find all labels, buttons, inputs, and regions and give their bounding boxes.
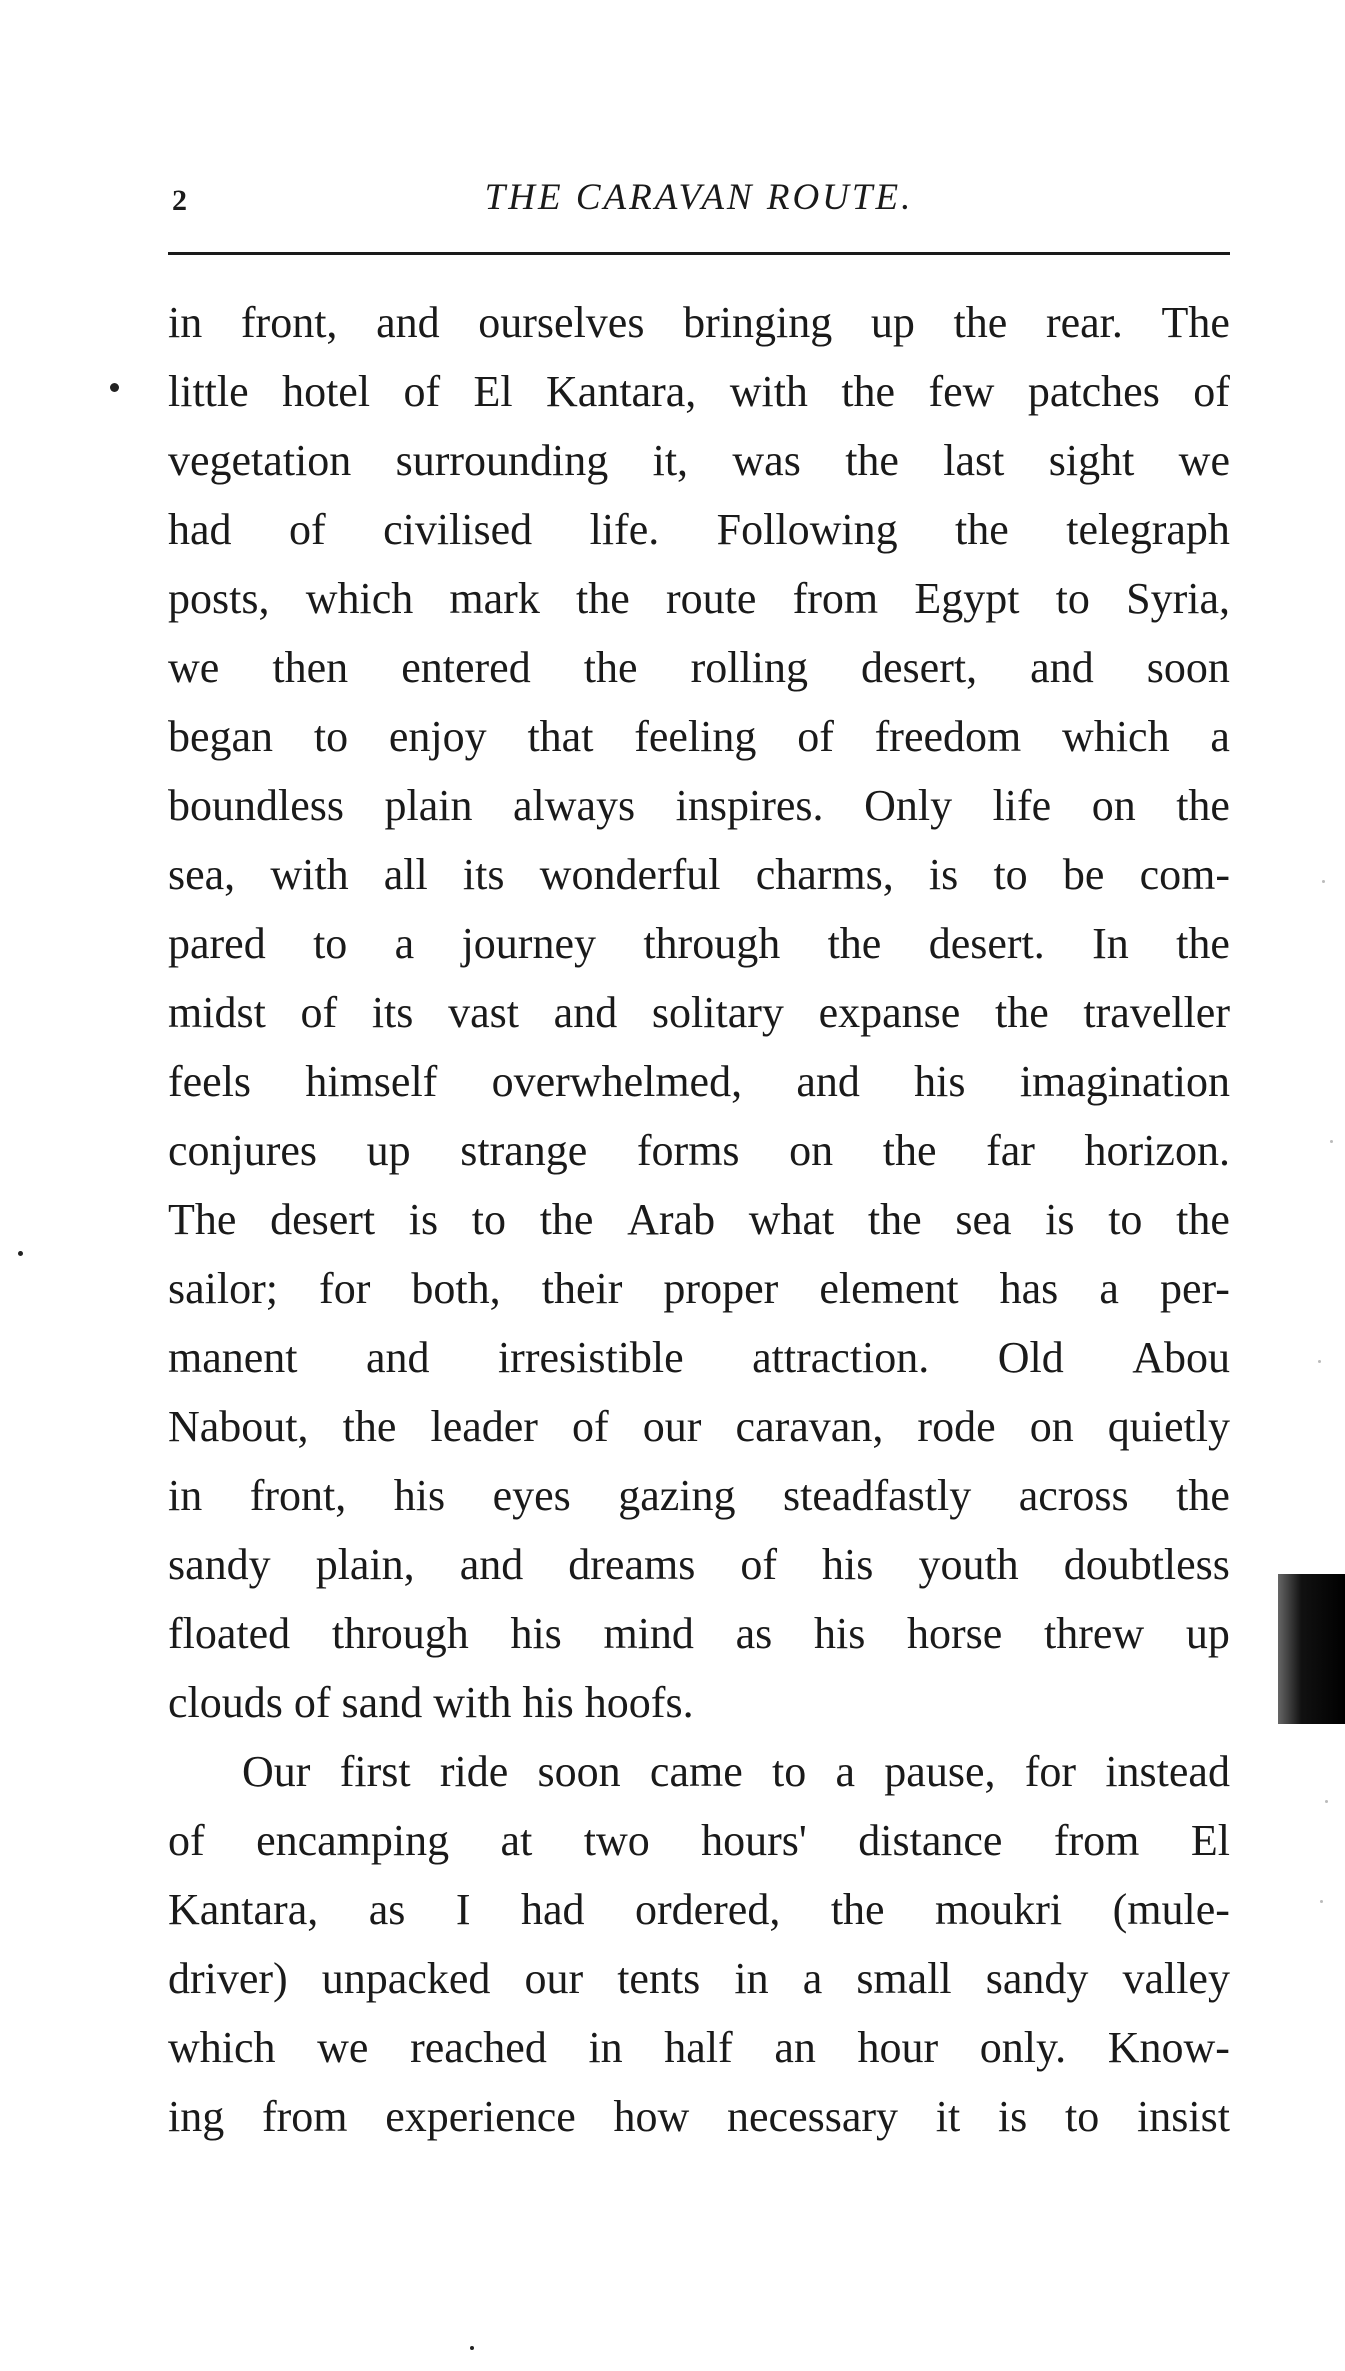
text-line: sailor; for both, their proper element has a per- xyxy=(168,1264,1230,1313)
text-line: boundless plain always inspires. Only life on the xyxy=(168,781,1230,830)
scan-speckle xyxy=(1320,1900,1323,1903)
text-line: of encamping at two hours' distance from El xyxy=(168,1816,1230,1865)
page-number: 2 xyxy=(172,184,187,217)
text-line: in front, and ourselves bringing up the rear. The xyxy=(168,298,1230,347)
text-line: feels himself overwhelmed, and his imagination xyxy=(168,1057,1230,1106)
scan-edge-mark xyxy=(1278,1574,1345,1724)
text-line: Nabout, the leader of our caravan, rode on quietly xyxy=(168,1402,1230,1451)
scan-speckle xyxy=(1330,1140,1333,1143)
scan-speckle xyxy=(1318,1360,1321,1363)
scan-speckle xyxy=(1325,1800,1328,1803)
text-line: floated through his mind as his horse threw up xyxy=(168,1609,1230,1658)
text-line: driver) unpacked our tents in a small sandy valley xyxy=(168,1954,1230,2003)
text-line: we then entered the rolling desert, and soon xyxy=(168,643,1230,692)
text-line: conjures up strange forms on the far horizon. xyxy=(168,1126,1230,1175)
text-line: sea, with all its wonderful charms, is to be com- xyxy=(168,850,1230,899)
text-line: pared to a journey through the desert. In the xyxy=(168,919,1230,968)
text-line: which we reached in half an hour only. Know- xyxy=(168,2023,1230,2072)
text-line: Our first ride soon came to a pause, for instead xyxy=(242,1747,1230,1796)
text-line: sandy plain, and dreams of his youth doubtless xyxy=(168,1540,1230,1589)
margin-dot xyxy=(110,383,119,392)
text-line: had of civilised life. Following the telegraph xyxy=(168,505,1230,554)
header-rule xyxy=(168,252,1230,255)
margin-dot xyxy=(18,1251,23,1256)
text-line: Kantara, as I had ordered, the moukri (mule- xyxy=(168,1885,1230,1934)
text-line: manent and irresistible attraction. Old Abou xyxy=(168,1333,1230,1382)
text-line: clouds of sand with his hoofs. xyxy=(168,1678,694,1727)
text-line: ing from experience how necessary it is to insist xyxy=(168,2092,1230,2141)
text-line: little hotel of El Kantara, with the few patches of xyxy=(168,367,1230,416)
text-line: began to enjoy that feeling of freedom which a xyxy=(168,712,1230,761)
page-header xyxy=(168,172,1230,232)
scan-speckle xyxy=(1322,880,1325,883)
text-line: vegetation surrounding it, was the last sight we xyxy=(168,436,1230,485)
text-line: The desert is to the Arab what the sea is to the xyxy=(168,1195,1230,1244)
text-line: midst of its vast and solitary expanse the traveller xyxy=(168,988,1230,1037)
running-title: THE CARAVAN ROUTE. xyxy=(484,177,914,218)
text-line: posts, which mark the route from Egypt to Syria, xyxy=(168,574,1230,623)
body-text xyxy=(168,288,1230,2151)
text-line: in front, his eyes gazing steadfastly across the xyxy=(168,1471,1230,1520)
margin-dot xyxy=(470,2346,474,2350)
